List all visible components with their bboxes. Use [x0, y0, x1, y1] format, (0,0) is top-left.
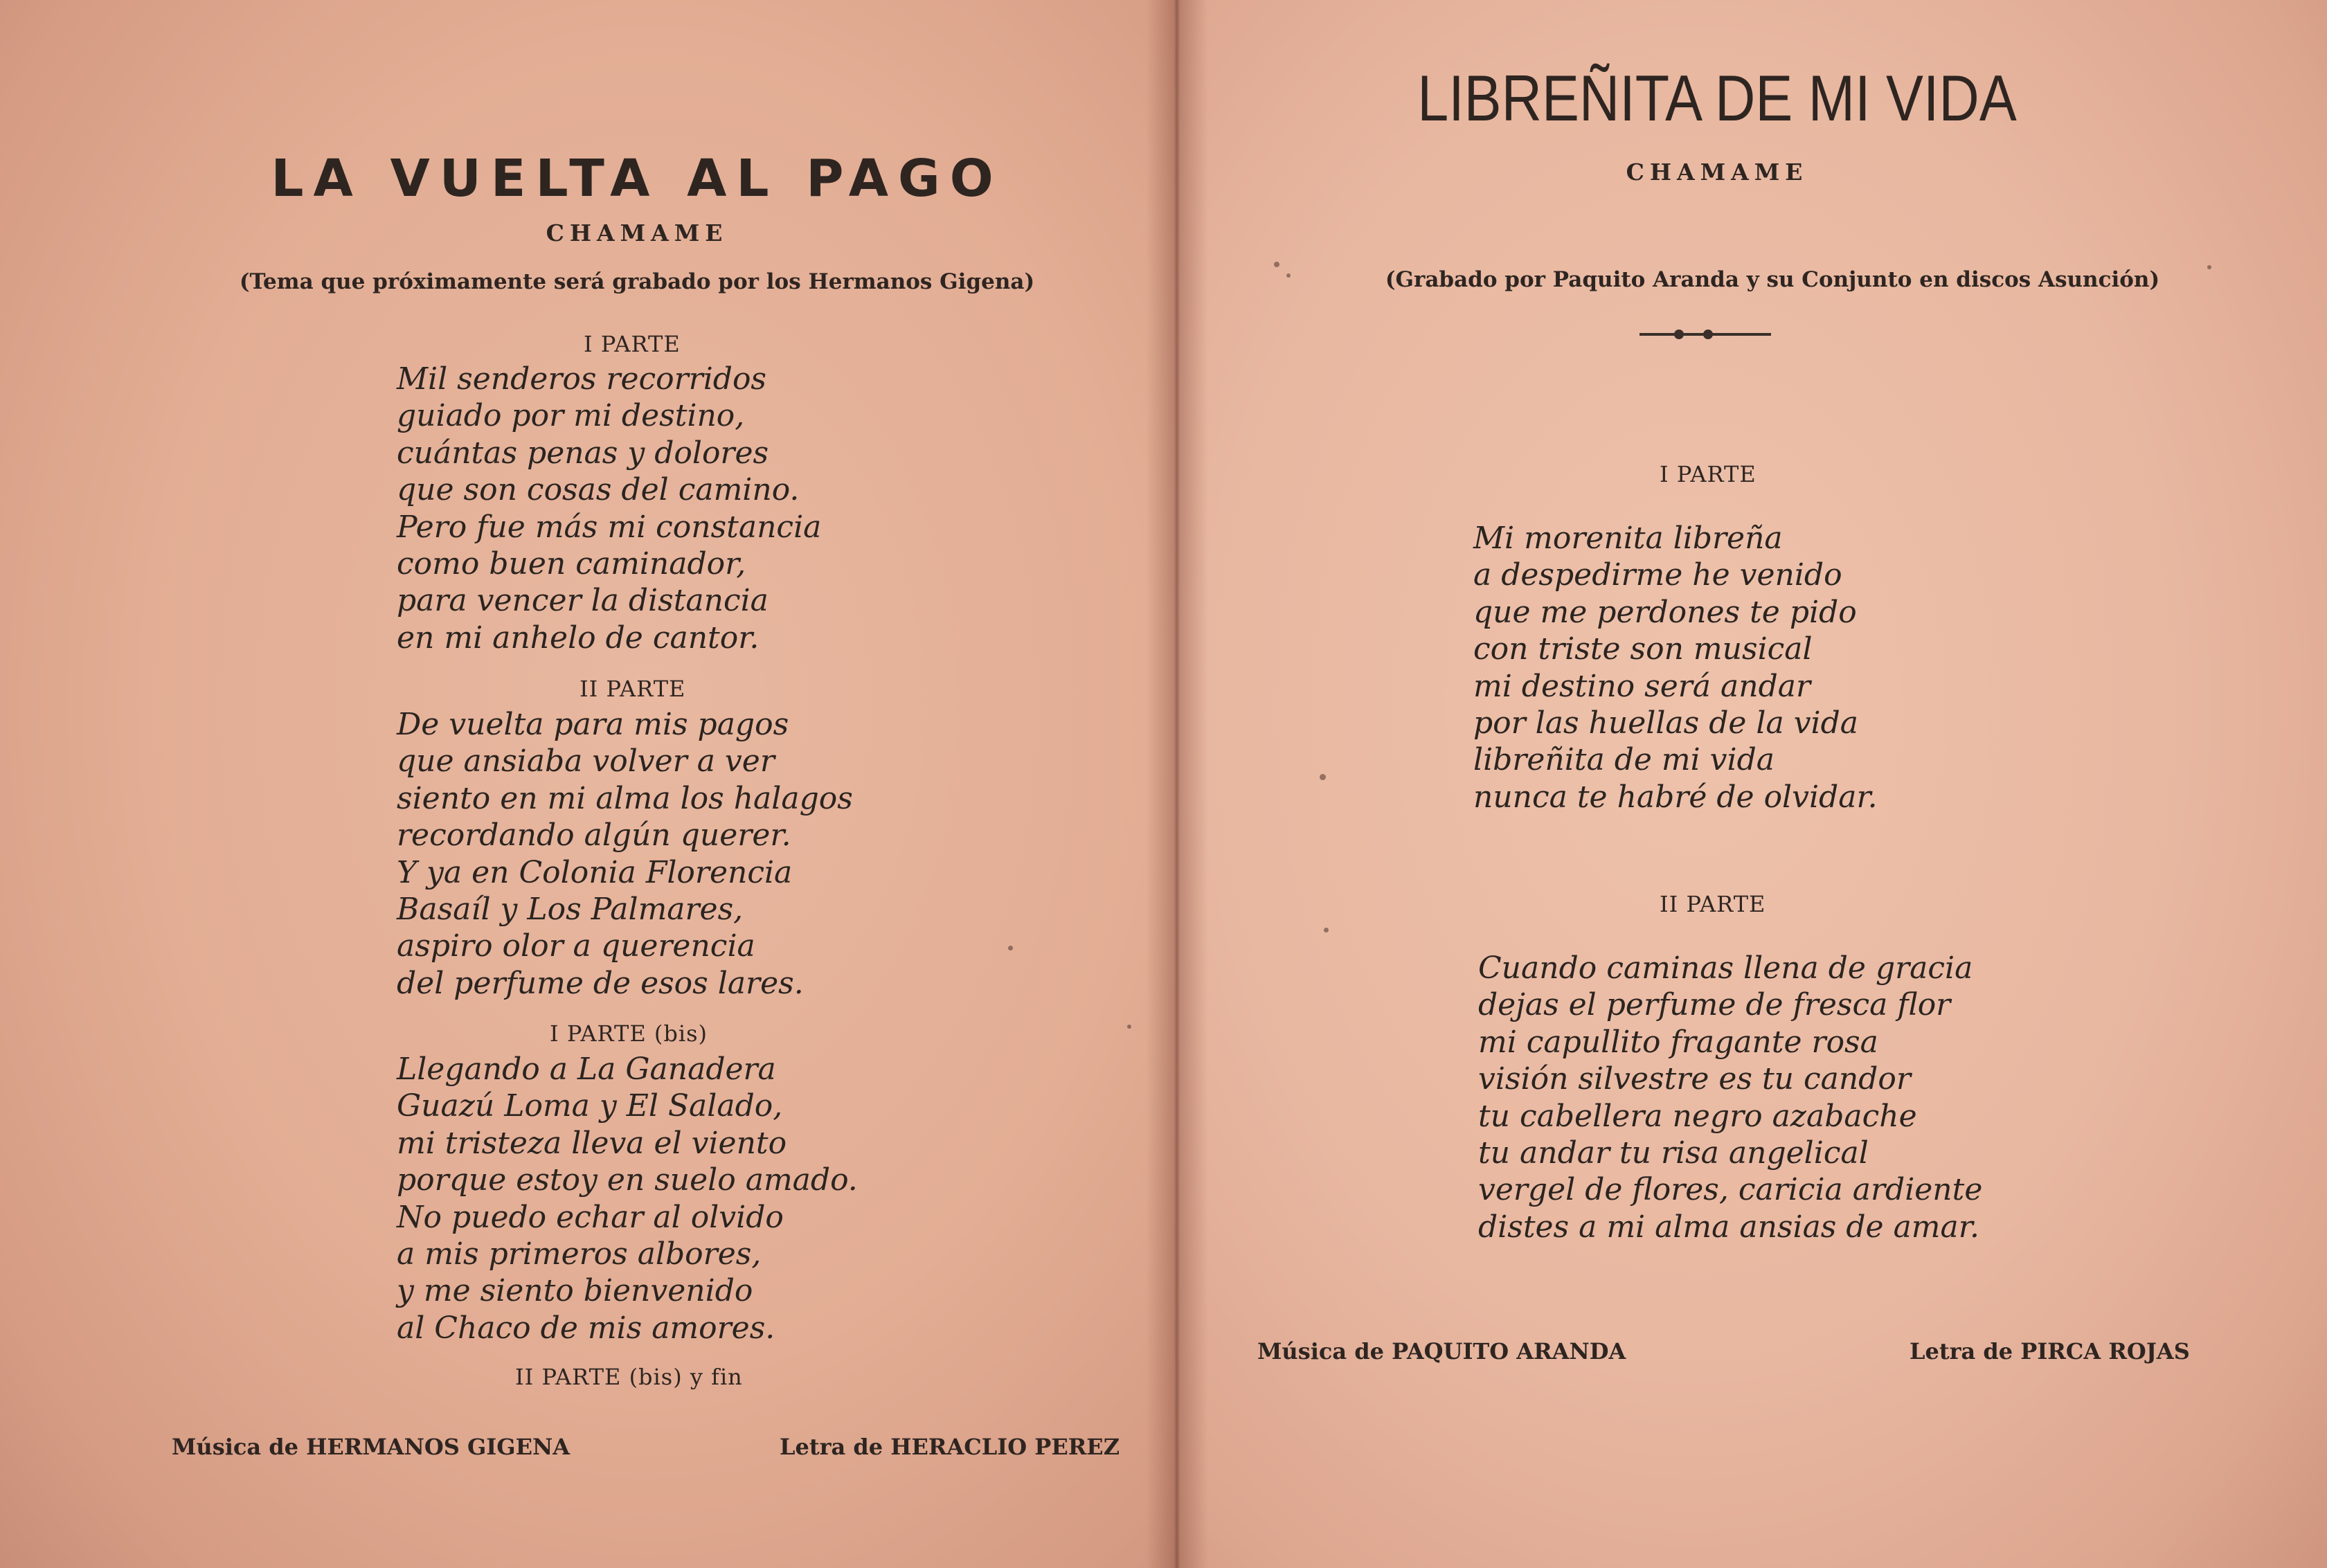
verse-line: a mis primeros albores,	[397, 1236, 762, 1272]
right-section-heading: II PARTE	[1660, 891, 1766, 917]
verse-line: con triste son musical	[1473, 631, 1813, 667]
divider-dot	[1703, 330, 1713, 339]
left-verse-3	[397, 1051, 858, 1346]
verse-line: que me perdones te pido	[1473, 594, 1857, 630]
verse-line: porque estoy en suelo amado.	[397, 1162, 858, 1198]
verse-line: mi capullito fragante rosa	[1478, 1024, 1878, 1060]
verse-line: Guazú Loma y El Salado,	[397, 1088, 783, 1124]
verse-line: por las huellas de la vida	[1473, 705, 1859, 741]
verse-line: mi tristeza lleva el viento	[397, 1125, 787, 1161]
verse-line: Cuando caminas llena de gracia	[1478, 950, 1973, 986]
verse-line: distes a mi alma ansias de amar.	[1478, 1209, 1979, 1245]
right-music-credit: Música de PAQUITO ARANDA	[1257, 1338, 1626, 1364]
paper-speck	[1274, 262, 1279, 267]
verse-line: del perfume de esos lares.	[397, 965, 804, 1001]
verse-line: y me siento bienvenido	[397, 1273, 753, 1309]
verse-line: Pero fue más mi constancia	[397, 509, 822, 545]
left-verse-2	[397, 706, 853, 1002]
left-closing-note: II PARTE (bis) y fin	[515, 1364, 743, 1390]
verse-line: que son cosas del camino.	[397, 472, 800, 508]
verse-line: Y ya en Colonia Florencia	[397, 854, 793, 890]
right-lyrics-credit: Letra de PIRCA ROJAS	[1910, 1338, 2190, 1364]
verse-line: que ansiaba volver a ver	[397, 744, 775, 780]
divider-dot	[1674, 330, 1684, 339]
verse-line: De vuelta para mis pagos	[397, 707, 789, 742]
right-verse-2	[1478, 950, 1982, 1245]
verse-line: cuántas penas y dolores	[397, 435, 769, 471]
left-section-heading: II PARTE	[579, 676, 686, 702]
left-section-heading: I PARTE	[584, 331, 681, 357]
right-section-heading: I PARTE	[1660, 461, 1757, 487]
right-verse-1	[1473, 520, 1878, 815]
right-genre-label: CHAMAME	[1626, 159, 1808, 186]
paper-speck	[1286, 273, 1291, 278]
verse-line: para vencer la distancia	[397, 583, 769, 619]
paper-speck	[2207, 265, 2211, 269]
paper-speck	[1324, 928, 1329, 932]
right-recording-note: (Grabado por Paquito Aranda y su Conjunto en discos Asunción)	[1385, 267, 2160, 292]
verse-line: aspiro olor a querencia	[397, 928, 755, 964]
verse-line: vergel de flores, caricia ardiente	[1478, 1172, 1983, 1208]
verse-line: recordando algún querer.	[397, 818, 791, 854]
verse-line: dejas el perfume de fresca flor	[1478, 987, 1951, 1023]
right-song-title: LIBREÑITA DE MI VIDA	[1417, 62, 2017, 134]
verse-line: Mi morenita libreña	[1473, 521, 1783, 556]
paper-speck	[1320, 774, 1326, 780]
left-genre-label: CHAMAME	[546, 219, 728, 246]
verse-line: nunca te habré de olvidar.	[1473, 779, 1878, 815]
verse-line: Basaíl y Los Palmares,	[397, 892, 744, 928]
verse-line: guiado por mi destino,	[397, 398, 745, 434]
verse-line: Mil senderos recorridos	[397, 361, 767, 397]
left-music-credit: Música de HERMANOS GIGENA	[172, 1434, 570, 1460]
verse-line: como buen caminador,	[397, 546, 746, 582]
left-section-heading: I PARTE (bis)	[550, 1020, 708, 1047]
verse-line: libreñita de mi vida	[1473, 742, 1775, 778]
verse-line: tu cabellera negro azabache	[1478, 1098, 1917, 1134]
paper-speck	[1127, 1025, 1131, 1029]
verse-line: tu andar tu risa angelical	[1478, 1135, 1869, 1171]
verse-line: No puedo echar al olvido	[397, 1199, 784, 1235]
verse-line: a despedirme he venido	[1473, 557, 1842, 593]
verse-line: visión silvestre es tu candor	[1478, 1061, 1911, 1097]
verse-line: en mi anhelo de cantor.	[397, 620, 760, 656]
left-recording-note: (Tema que próximamente será grabado por los Hermanos Gigena)	[239, 269, 1035, 294]
left-song-title: LA VUELTA AL PAGO	[271, 149, 1003, 208]
left-verse-1	[397, 361, 821, 656]
paper-speck	[1008, 946, 1013, 950]
verse-line: al Chaco de mis amores.	[397, 1310, 775, 1346]
verse-line: mi destino será andar	[1473, 668, 1811, 704]
left-lyrics-credit: Letra de HERACLIO PEREZ	[780, 1434, 1120, 1460]
verse-line: Llegando a La Ganadera	[397, 1052, 776, 1087]
verse-line: siento en mi alma los halagos	[397, 780, 853, 816]
